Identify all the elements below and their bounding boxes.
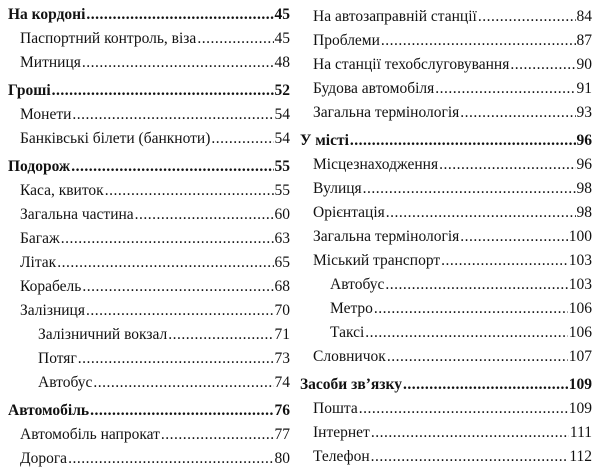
toc-page-number: 109 xyxy=(568,400,592,417)
dot-leader xyxy=(387,345,568,369)
dot-leader xyxy=(68,447,273,471)
toc-page-number: 55 xyxy=(274,158,290,175)
toc-page-number: 103 xyxy=(568,252,592,269)
toc-entry-title: Автомобіль напрокат xyxy=(20,426,160,443)
toc-page-number: 55 xyxy=(274,182,290,199)
toc-entry xyxy=(8,203,290,227)
toc-entry-title: Літак xyxy=(20,254,57,271)
dot-leader xyxy=(86,3,273,27)
toc-page-number: 80 xyxy=(274,450,290,467)
dot-leader xyxy=(82,51,274,75)
toc-entry-title: Таксі xyxy=(330,324,365,341)
toc-entry xyxy=(300,177,592,201)
dot-leader xyxy=(385,273,567,297)
toc-page-number: 112 xyxy=(569,448,592,465)
toc-entry xyxy=(8,371,290,395)
dot-leader xyxy=(478,5,576,29)
toc-page-number: 77 xyxy=(274,426,290,443)
toc-page-number: 45 xyxy=(274,30,290,47)
toc-entry xyxy=(300,249,592,273)
dot-leader xyxy=(363,177,576,201)
toc-entry xyxy=(300,77,592,101)
dot-leader xyxy=(441,249,568,273)
toc-page-number: 76 xyxy=(274,402,290,419)
toc-entry-title: Банківські білети (банкноти) xyxy=(20,130,211,147)
dot-leader xyxy=(168,323,273,347)
dot-leader xyxy=(71,155,273,179)
toc-page-number: 103 xyxy=(568,276,592,293)
toc-entry xyxy=(300,297,592,321)
toc-page-number: 84 xyxy=(576,8,592,25)
toc-entry-title: Словничок xyxy=(313,348,386,365)
toc-entry-title: Дорога xyxy=(20,450,68,467)
toc-page-number: 96 xyxy=(576,132,592,149)
dot-leader xyxy=(510,53,575,77)
toc-entry-title: Залізничний вокзал xyxy=(38,326,168,343)
dot-leader xyxy=(61,227,274,251)
toc-entry xyxy=(8,127,290,151)
dot-leader xyxy=(211,127,273,151)
toc-entry xyxy=(300,29,592,53)
toc-page-number: 68 xyxy=(274,278,290,295)
toc-entry-title: Загальна термінологія xyxy=(313,104,460,121)
toc-entry-title: Загальна частина xyxy=(20,206,134,223)
dot-leader xyxy=(72,103,273,127)
dot-leader xyxy=(82,275,273,299)
toc-page-number: 48 xyxy=(274,54,290,71)
dot-leader xyxy=(365,321,567,345)
toc-entry-title: На автозаправній станції xyxy=(313,8,477,25)
toc-entry-title: Автобус xyxy=(330,276,385,293)
toc-entry-title: Вулиця xyxy=(313,180,362,197)
toc-page-number: 65 xyxy=(274,254,290,271)
toc-page-number: 91 xyxy=(576,80,592,97)
dot-leader xyxy=(57,251,273,275)
toc-column-right xyxy=(300,3,592,469)
dot-leader xyxy=(105,179,274,203)
toc-section-heading xyxy=(8,3,290,27)
toc-entry xyxy=(300,321,592,345)
toc-section-heading xyxy=(8,155,290,179)
dot-leader xyxy=(381,29,576,53)
toc-page-number: 90 xyxy=(576,56,592,73)
toc-page-number: 74 xyxy=(274,374,290,391)
dot-leader xyxy=(197,27,273,51)
toc-page-number: 63 xyxy=(274,230,290,247)
toc-page-number: 106 xyxy=(568,300,592,317)
toc-entry xyxy=(300,201,592,225)
dot-leader xyxy=(86,299,274,323)
dot-leader xyxy=(439,153,575,177)
toc-page-number: 73 xyxy=(274,350,290,367)
toc-entry-title: Міський транспорт xyxy=(313,252,441,269)
toc-entry xyxy=(8,347,290,371)
toc-entry xyxy=(8,275,290,299)
toc-entry-title: Подорож xyxy=(8,158,71,175)
dot-leader xyxy=(135,203,274,227)
dot-leader xyxy=(359,397,568,421)
toc-entry-title: Проблеми xyxy=(313,32,380,49)
toc-entry xyxy=(300,53,592,77)
toc-column-left xyxy=(8,3,290,471)
toc-page-number: 96 xyxy=(576,156,592,173)
dot-leader xyxy=(90,399,273,423)
toc-entry-title: Метро xyxy=(330,300,373,317)
dot-leader xyxy=(403,373,568,397)
toc-entry-title: У місті xyxy=(300,132,349,149)
toc-entry-title: Корабель xyxy=(20,278,82,295)
toc-page-number: 54 xyxy=(274,106,290,123)
toc-page-number: 107 xyxy=(568,348,592,365)
toc-entry-title: Місцезнаходження xyxy=(313,156,439,173)
toc-entry-title: Інтернет xyxy=(313,424,370,441)
dot-leader xyxy=(52,79,274,103)
toc-section-heading xyxy=(300,129,592,153)
toc-entry xyxy=(8,51,290,75)
toc-page-number: 98 xyxy=(576,180,592,197)
toc-entry xyxy=(300,153,592,177)
toc-entry-title: Загальна термінологія xyxy=(313,228,460,245)
toc-page-number: 54 xyxy=(274,130,290,147)
toc-entry-title: Автобус xyxy=(38,374,93,391)
dot-leader xyxy=(386,201,576,225)
toc-page-number: 98 xyxy=(576,204,592,221)
toc-entry xyxy=(8,27,290,51)
toc-entry xyxy=(300,421,592,445)
toc-entry xyxy=(300,397,592,421)
toc-page-number: 71 xyxy=(274,326,290,343)
dot-leader xyxy=(371,421,569,445)
toc-entry xyxy=(8,227,290,251)
toc-page-number: 87 xyxy=(576,32,592,49)
toc-section-heading xyxy=(8,399,290,423)
dot-leader xyxy=(161,423,274,447)
dot-leader xyxy=(78,347,274,371)
toc-entry xyxy=(8,447,290,471)
toc-entry-title: Монети xyxy=(20,106,72,123)
toc-entry xyxy=(300,445,592,469)
dot-leader xyxy=(350,129,576,153)
toc-page-number: 93 xyxy=(576,104,592,121)
dot-leader xyxy=(460,225,567,249)
toc-page-number: 70 xyxy=(274,302,290,319)
toc-page-number: 52 xyxy=(274,82,290,99)
toc-page-number: 106 xyxy=(568,324,592,341)
dot-leader xyxy=(93,371,273,395)
toc-section-heading xyxy=(300,373,592,397)
toc-entry xyxy=(8,423,290,447)
toc-entry-title: На кордоні xyxy=(8,6,86,23)
toc-page-number: 109 xyxy=(568,376,592,393)
toc-entry xyxy=(300,345,592,369)
dot-leader xyxy=(460,101,575,125)
toc-entry xyxy=(8,323,290,347)
toc-entry xyxy=(300,5,592,29)
toc-entry xyxy=(300,101,592,125)
toc-entry-title: Потяг xyxy=(38,350,77,367)
toc-entry-title: Паспортний контроль, віза xyxy=(20,30,197,47)
toc-entry xyxy=(8,103,290,127)
toc-page-number: 60 xyxy=(274,206,290,223)
toc-entry-title: Засоби зв’язку xyxy=(300,376,402,393)
toc-entry-title: На станції техобслуговування xyxy=(313,56,510,73)
toc-entry xyxy=(300,273,592,297)
toc-entry-title: Пошта xyxy=(313,400,358,417)
dot-leader xyxy=(435,77,575,101)
toc-entry xyxy=(8,179,290,203)
toc-entry-title: Будова автомобіля xyxy=(313,80,435,97)
toc-entry-title: Залізниця xyxy=(20,302,85,319)
dot-leader xyxy=(371,445,569,469)
toc-entry xyxy=(8,299,290,323)
toc-page-number: 111 xyxy=(569,424,592,441)
dot-leader xyxy=(374,297,568,321)
toc-entry xyxy=(300,225,592,249)
toc-entry-title: Телефон xyxy=(313,448,370,465)
toc-entry-title: Гроші xyxy=(8,82,51,99)
toc-section-heading xyxy=(8,79,290,103)
toc-entry-title: Каса, квиток xyxy=(20,182,104,199)
toc-entry-title: Митниця xyxy=(20,54,81,71)
toc-entry-title: Орієнтація xyxy=(313,204,385,221)
toc-entry-title: Автомобіль xyxy=(8,402,90,419)
toc-page-number: 100 xyxy=(568,228,592,245)
toc-entry xyxy=(8,251,290,275)
toc-page-number: 45 xyxy=(274,6,290,23)
toc-entry-title: Багаж xyxy=(20,230,60,247)
